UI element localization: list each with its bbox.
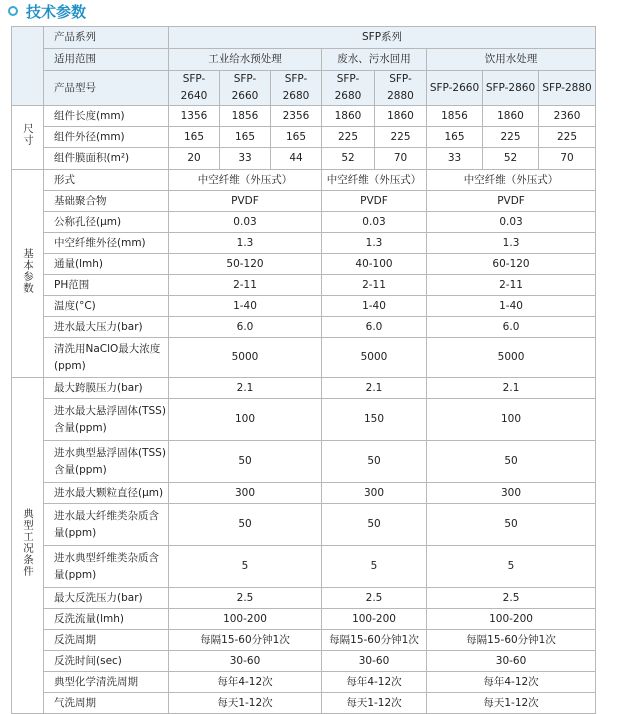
- param-value: 30-60: [322, 651, 427, 672]
- table-row: [12, 254, 596, 275]
- param-label: 组件外径(mm): [44, 127, 169, 148]
- table-row: [12, 170, 596, 191]
- param-value: 33: [220, 148, 271, 170]
- table-row: [12, 651, 596, 672]
- table-row: [12, 609, 596, 630]
- param-value: 165: [427, 127, 483, 148]
- range-cell: 饮用水处理: [427, 49, 596, 71]
- param-value: 1356: [169, 106, 220, 127]
- param-value: 5: [322, 546, 427, 588]
- table-row: [12, 441, 596, 483]
- param-label: PH范围: [44, 275, 169, 296]
- param-value: 50: [322, 504, 427, 546]
- param-value: 6.0: [427, 317, 596, 338]
- param-value: 0.03: [322, 212, 427, 233]
- param-value: 中空纤维（外压式）: [169, 170, 322, 191]
- section-label-text: 尺寸: [22, 123, 34, 146]
- param-value: 每年4-12次: [427, 672, 596, 693]
- model-label: 产品型号: [44, 71, 169, 106]
- param-value: PVDF: [427, 191, 596, 212]
- param-value: 100: [169, 399, 322, 441]
- param-label: 反洗周期: [44, 630, 169, 651]
- param-value: 50: [427, 441, 596, 483]
- param-value: 2.5: [322, 588, 427, 609]
- param-value: 300: [427, 483, 596, 504]
- table-row: [12, 588, 596, 609]
- param-label: 基础聚合物: [44, 191, 169, 212]
- table-row: [12, 672, 596, 693]
- param-value: 5000: [427, 338, 596, 378]
- table-row: [12, 127, 596, 148]
- table-row: [12, 148, 596, 170]
- param-value: PVDF: [169, 191, 322, 212]
- param-value: 30-60: [427, 651, 596, 672]
- param-value: 每天1-12次: [427, 693, 596, 714]
- param-value: 2.1: [169, 378, 322, 399]
- param-value: 60-120: [427, 254, 596, 275]
- param-label: 组件长度(mm): [44, 106, 169, 127]
- param-value: 225: [375, 127, 427, 148]
- table-row: [12, 338, 596, 378]
- model-cell: SFP-2680: [322, 71, 375, 106]
- param-value: 2.5: [427, 588, 596, 609]
- param-value: 165: [271, 127, 322, 148]
- model-cell: SFP-2880: [539, 71, 596, 106]
- param-value: 1.3: [322, 233, 427, 254]
- series-value: SFP系列: [169, 27, 596, 49]
- table-row: [12, 317, 596, 338]
- spec-table: [11, 26, 596, 714]
- table-row: [12, 504, 596, 546]
- table-row: [12, 630, 596, 651]
- table-row: [12, 191, 596, 212]
- section-label-size: [12, 106, 44, 170]
- circle-bullet-icon: [8, 6, 18, 16]
- param-value: 225: [322, 127, 375, 148]
- param-value: 1856: [427, 106, 483, 127]
- param-value: 50: [322, 441, 427, 483]
- page-title: 技术参数: [26, 2, 87, 21]
- series-label: 产品系列: [44, 27, 169, 49]
- table-row: [12, 483, 596, 504]
- param-value: 每天1-12次: [169, 693, 322, 714]
- param-value: 1860: [483, 106, 539, 127]
- param-value: 6.0: [169, 317, 322, 338]
- param-label: 反洗时间(sec): [44, 651, 169, 672]
- param-value: 1.3: [169, 233, 322, 254]
- param-value: 30-60: [169, 651, 322, 672]
- param-value: 2-11: [169, 275, 322, 296]
- param-label: 反洗流量(lmh): [44, 609, 169, 630]
- header-row-range: [12, 49, 596, 71]
- param-value: 70: [539, 148, 596, 170]
- section-label-process: [12, 378, 44, 714]
- param-value: 40-100: [322, 254, 427, 275]
- param-value: 52: [483, 148, 539, 170]
- param-value: 100-200: [169, 609, 322, 630]
- param-value: 225: [539, 127, 596, 148]
- param-label: 进水典型悬浮固体(TSS)含量(ppm): [44, 441, 169, 483]
- model-cell: SFP-2660: [427, 71, 483, 106]
- model-cell: SFP-2680: [271, 71, 322, 106]
- table-row: [12, 106, 596, 127]
- table-row: [12, 378, 596, 399]
- table-row: [12, 693, 596, 714]
- param-value: 50-120: [169, 254, 322, 275]
- param-value: 每隔15-60分钟1次: [322, 630, 427, 651]
- param-value: 1860: [322, 106, 375, 127]
- model-cell: SFP-2640: [169, 71, 220, 106]
- param-value: 1-40: [169, 296, 322, 317]
- param-value: 每隔15-60分钟1次: [427, 630, 596, 651]
- param-label: 典型化学清洗周期: [44, 672, 169, 693]
- param-value: 50: [169, 504, 322, 546]
- table-row: [12, 212, 596, 233]
- param-value: 100-200: [322, 609, 427, 630]
- param-value: 中空纤维（外压式）: [322, 170, 427, 191]
- param-value: 1-40: [322, 296, 427, 317]
- range-cell: 工业给水预处理: [169, 49, 322, 71]
- param-value: 2360: [539, 106, 596, 127]
- param-label: 进水最大纤维类杂质含量(ppm): [44, 504, 169, 546]
- param-value: 1-40: [427, 296, 596, 317]
- param-value: 5000: [322, 338, 427, 378]
- param-value: 165: [169, 127, 220, 148]
- param-label: 进水最大悬浮固体(TSS)含量(ppm): [44, 399, 169, 441]
- param-value: 5000: [169, 338, 322, 378]
- table-row: [12, 546, 596, 588]
- table-row: [12, 233, 596, 254]
- param-value: 2-11: [427, 275, 596, 296]
- model-cell: SFP-2660: [220, 71, 271, 106]
- param-label: 气洗周期: [44, 693, 169, 714]
- table-row: [12, 275, 596, 296]
- param-value: 2.1: [322, 378, 427, 399]
- param-label: 温度(°C): [44, 296, 169, 317]
- section-label-text: 典型工况条件: [22, 508, 34, 577]
- param-value: 100-200: [427, 609, 596, 630]
- title-bar: [8, 0, 86, 22]
- table-row: [12, 399, 596, 441]
- param-label: 公称孔径(μm): [44, 212, 169, 233]
- param-value: 每天1-12次: [322, 693, 427, 714]
- model-cell: SFP-2860: [483, 71, 539, 106]
- param-value: 300: [322, 483, 427, 504]
- param-label: 最大反洗压力(bar): [44, 588, 169, 609]
- param-value: 52: [322, 148, 375, 170]
- param-value: 33: [427, 148, 483, 170]
- param-value: 1856: [220, 106, 271, 127]
- param-value: 2.1: [427, 378, 596, 399]
- model-cell: SFP-2880: [375, 71, 427, 106]
- param-value: 中空纤维（外压式）: [427, 170, 596, 191]
- param-value: PVDF: [322, 191, 427, 212]
- param-value: 0.03: [169, 212, 322, 233]
- param-value: 1860: [375, 106, 427, 127]
- param-value: 5: [169, 546, 322, 588]
- header-row-series: [12, 27, 596, 49]
- param-label: 进水最大颗粒直径(μm): [44, 483, 169, 504]
- param-value: 1.3: [427, 233, 596, 254]
- param-label: 形式: [44, 170, 169, 191]
- param-label: 进水典型纤维类杂质含量(ppm): [44, 546, 169, 588]
- param-value: 2-11: [322, 275, 427, 296]
- param-label: 最大跨膜压力(bar): [44, 378, 169, 399]
- param-value: 20: [169, 148, 220, 170]
- param-value: 50: [169, 441, 322, 483]
- param-value: 每隔15-60分钟1次: [169, 630, 322, 651]
- section-label-basic: [12, 170, 44, 378]
- param-value: 100: [427, 399, 596, 441]
- param-value: 70: [375, 148, 427, 170]
- section-label-text: 基本参数: [22, 247, 34, 294]
- range-cell: 废水、污水回用: [322, 49, 427, 71]
- param-value: 每年4-12次: [322, 672, 427, 693]
- param-label: 清洗用NaClO最大浓度(ppm): [44, 338, 169, 378]
- param-value: 每年4-12次: [169, 672, 322, 693]
- range-label: 适用范围: [44, 49, 169, 71]
- param-label: 中空纤维外径(mm): [44, 233, 169, 254]
- param-value: 44: [271, 148, 322, 170]
- param-value: 5: [427, 546, 596, 588]
- param-value: 225: [483, 127, 539, 148]
- param-value: 2356: [271, 106, 322, 127]
- table-row: [12, 296, 596, 317]
- param-value: 0.03: [427, 212, 596, 233]
- param-value: 6.0: [322, 317, 427, 338]
- param-label: 组件膜面积(m²): [44, 148, 169, 170]
- param-value: 300: [169, 483, 322, 504]
- param-value: 165: [220, 127, 271, 148]
- param-label: 通量(lmh): [44, 254, 169, 275]
- param-value: 2.5: [169, 588, 322, 609]
- header-row-model: [12, 71, 596, 106]
- param-label: 进水最大压力(bar): [44, 317, 169, 338]
- param-value: 50: [427, 504, 596, 546]
- param-value: 150: [322, 399, 427, 441]
